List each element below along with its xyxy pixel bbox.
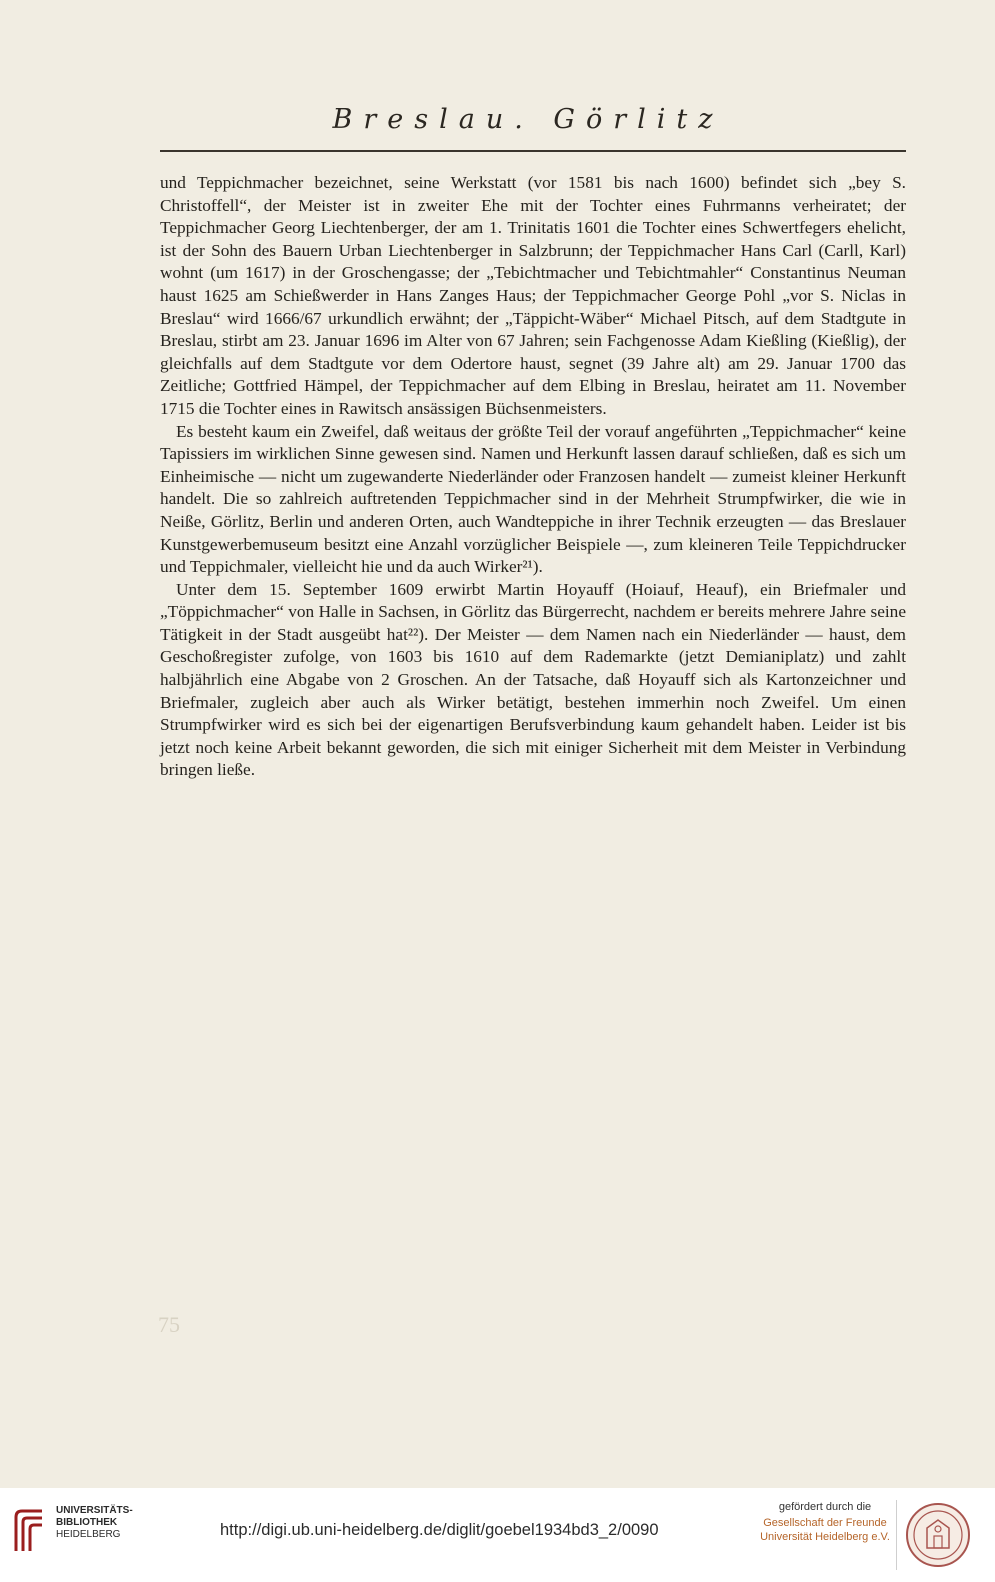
paragraph-1: und Teppichmacher bezeichnet, seine Werkstatt (vor 1581 bis nach 1600) befindet sich „bey S. Christoffell“, der Meister ist in zweiter Ehe mit der Tochter eines Fuhrmanns verheiratet; der Teppichmacher Georg Liechtenberger, der am 1. Trinitatis 1601 die Tochter eines Schwertfegers ehelicht, ist der Sohn des Bauern Urban Liechtenberger in Salzbrunn; der Teppichmacher Hans Carl (Carll, Karl) wohnt (um 1617) in der Groschengasse; der „Tebichtmacher und Tebichtmahler“ Constantinus Neuman haust 1625 am Schießwerder in Hans Zanges Haus; der Teppichmacher George Pohl „vor S. Niclas in Breslau“ wird 1666/67 urkundlich erwähnt; der „Täppicht-Wäber“ Michael Pitsch, auf dem Stadtgute in Breslau, stirbt am 23. Januar 1696 im Alter von 67 Jahren; sein Fachgenosse Adam Kießling (Kießlig), der gleichfalls auf dem Stadtgute vor dem Odertore haust, segnet (39 Jahre alt) am 29. Januar 1700 das Zeitliche; Gottfried Hämpel, der Teppichmacher auf dem Elbing in Breslau, heiratet am 11. November 1715 die Tochter eines in Rawitsch ansässigen Büchsenmeisters. [160,173,906,418]
body-text [160,172,906,782]
footer-bar [0,1488,995,1582]
paragraph-2: Es besteht kaum ein Zweifel, daß weitaus der größte Teil der vorauf angeführten „Teppichmacher“ keine Tapissiers im wirklichen Sinne gewesen sind. Namen und Herkunft lassen darauf schließen, daß es sich um Einheimische — nicht um zugewanderte Niederländer oder Franzosen handelt — zumeist kleiner Herkunft handelt. Die so zahlreich auftretenden Teppichmacher sind in der Mehrheit Strumpfwirker, die wie in Neiße, Görlitz, Berlin und anderen Orten, auch Wandteppiche in ihrer Technik erzeugten — das Breslauer Kunstgewerbemuseum besitzt eine Anzahl vorzüglicher Beispiele —, zum kleineren Teile Teppichdrucker und Teppichmaler, vielleicht hie und da auch Wirker²¹). [160,421,906,577]
university-seal-icon [905,1502,971,1568]
footer-divider [896,1500,897,1570]
sponsor-line-2: Universität Heidelberg e.V. [760,1531,890,1543]
library-name-line-2: BIBLIOTHEK [56,1517,118,1528]
header-rule [160,150,906,152]
library-name-line-3: HEIDELBERG [56,1529,121,1540]
permalink-url[interactable]: http://digi.ub.uni-heidelberg.de/diglit/goebel1934bd3_2/0090 [220,1521,659,1539]
library-name [56,1505,133,1541]
running-header: Breslau. Görlitz [332,104,724,135]
page-number: 75 [158,1312,180,1337]
library-logo-icon [12,1507,48,1553]
sponsor-block [760,1500,890,1544]
sponsor-label: gefördert durch die [778,1501,872,1513]
paragraph-3: Unter dem 15. September 1609 erwirbt Martin Hoyauff (Hoiauf, Heauf), ein Briefmaler und „Töppichmacher“ von Halle in Sachsen, in Görlitz das Bürgerrecht, nachdem er bereits mehrere Jahre seine Tätigkeit in der Stadt ausgeübt hat²²). Der Meister — dem Namen nach ein Niederländer — haust, dem Geschoßregister zufolge, von 1603 bis 1610 auf dem Rademarkte (jetzt Demianiplatz) und zahlt halbjährlich eine Abgabe von 2 Groschen. An der Tatsache, daß Hoyauff sich als Kartonzeichner und Briefmaler, zugleich aber auch als Wirker betätigt, bestehen immerhin noch Zweifel. Um einen Strumpfwirker wird es sich bei der eigenartigen Berufsverbindung kaum gehandelt haben. Leider ist bis jetzt noch keine Arbeit bekannt geworden, die sich mit einiger Sicherheit mit dem Meister in Verbindung bringen ließe. [160,579,906,780]
sponsor-line-1: Gesellschaft der Freunde [763,1517,887,1529]
library-name-line-1: UNIVERSITÄTS- [56,1505,133,1516]
